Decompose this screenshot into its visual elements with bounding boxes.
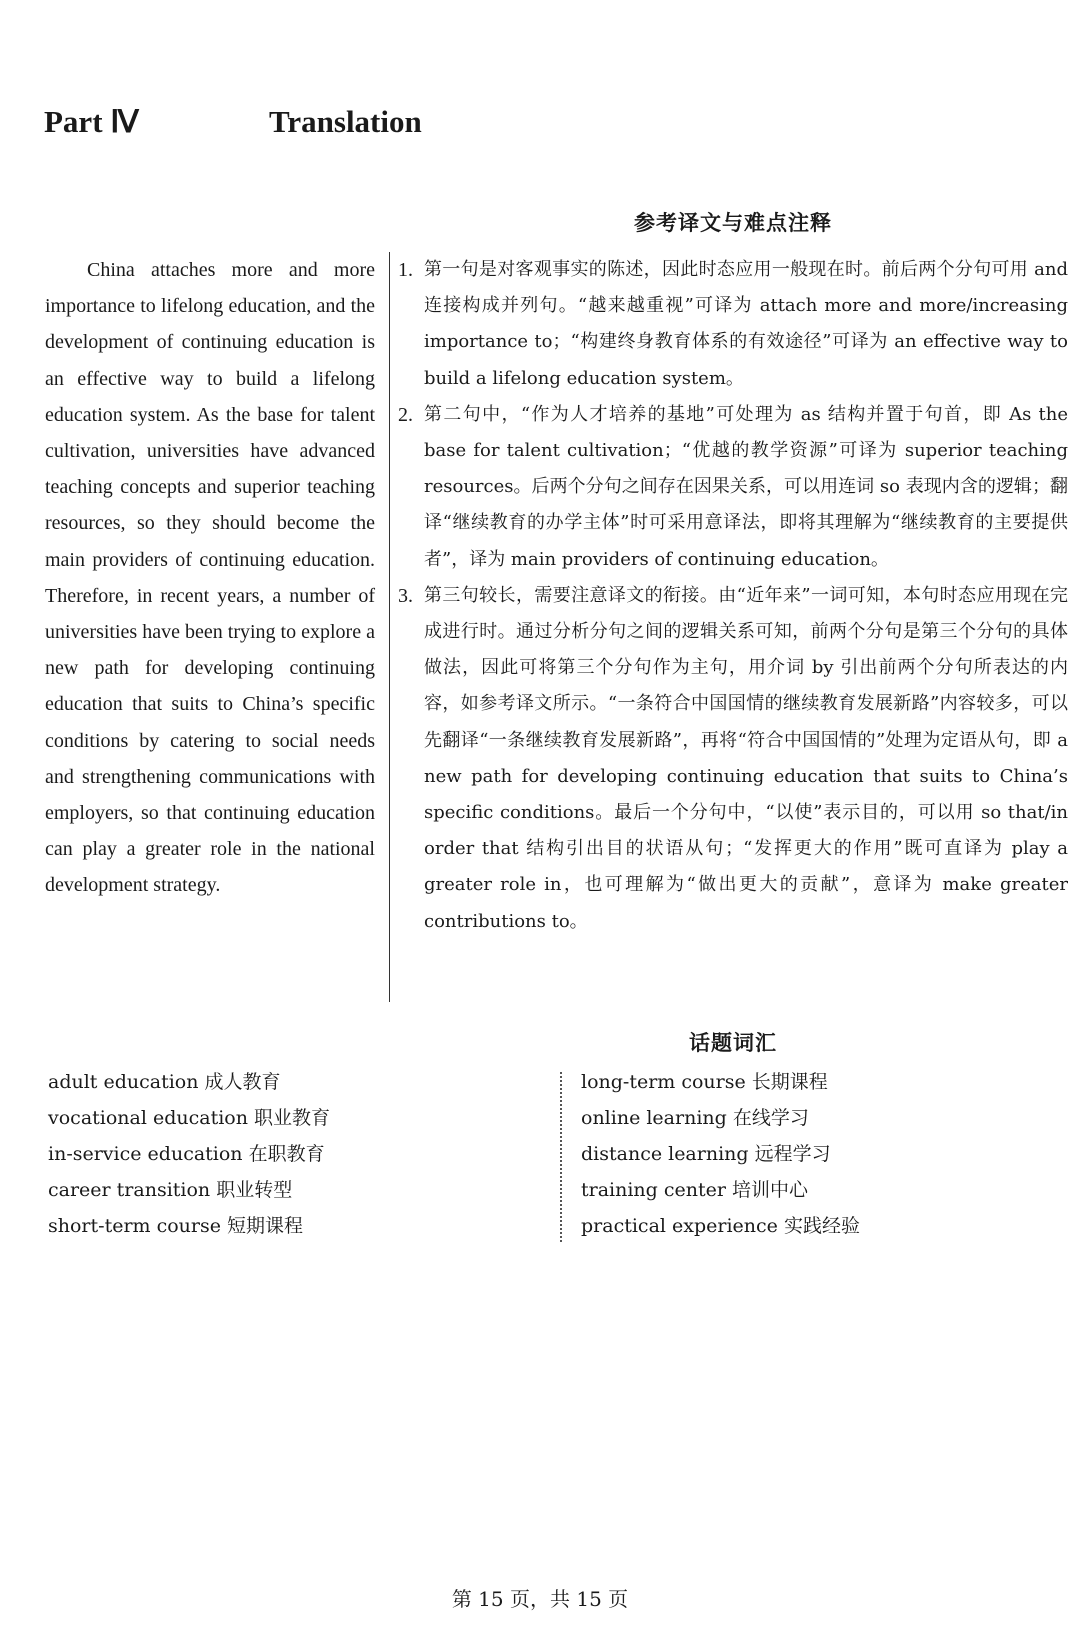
translation-text: China attaches more and more importance to lifelong education, and the development of continuing education is an effective way to build a lifelong education system. As the base for talent cultivation, universities have advanced teaching concepts and superior teaching resources, so they should become the main providers of continuing education. Therefore, in recent years, a number of universities have been trying to explore a new path for developing continuing education that suits to China’s specific conditions by catering to social needs and strengthening communications with employers, so that continuing education can play a greater role in the national development strategy. — [45, 259, 375, 897]
part-label: Part Ⅳ — [44, 104, 139, 139]
note-text: 第一句是对客观事实的陈述，因此时态应用一般现在时。前后两个分句可用 and 连接构成并列句。“越来越重视”可译为 attach more and more/increasing importance to；“构建终身教育体系的有效途径”可译为 an effective way to build a lifelong education system。 — [424, 259, 1068, 389]
vocab-item: career transition 职业转型 — [48, 1179, 293, 1201]
note-item — [398, 252, 1068, 397]
vocab-item: adult education 成人教育 — [48, 1071, 281, 1093]
note-text: 第三句较长，需要注意译文的衔接。由“近年来”一词可知，本句时态应用现在完成进行时。通过分析分句之间的逻辑关系可知，前两个分句是第三个分句的具体做法，因此可将第三个分句作为主句，用介词 by 引出前两个分句所表达的内容，如参考译文所示。“一条符合中国国情的继续教育发展新路”内容较多，可以先翻译“一条继续教育发展新路”，再将“符合中国国情的”处理为定语从句，即 a new path for developing continuing education that suits to China’s specific conditions。最后一个分句中，“以使”表示目的，可以用 so that/in order that 结构引出目的状语从句；“发挥更大的作用”既可直译为 play a greater role in，也可理解为“做出更大的贡献”，意译为 make greater contributions to。 — [424, 584, 1068, 932]
vocab-section-title: 话题词汇 — [689, 1031, 777, 1055]
vocab-list-right — [581, 1064, 860, 1244]
vocab-divider — [560, 1072, 562, 1242]
vocab-item: short-term course 短期课程 — [48, 1215, 304, 1237]
note-number: 3. — [398, 584, 413, 607]
vocab-item: training center 培训中心 — [581, 1179, 808, 1201]
vocabulary-block — [0, 1064, 1080, 1254]
vocab-item: distance learning 远程学习 — [581, 1143, 831, 1165]
page-header — [44, 104, 422, 140]
vocab-list-left — [48, 1064, 330, 1244]
part-title: Translation — [269, 104, 422, 139]
page-footer: 第 15 页，共 15 页 — [451, 1587, 629, 1611]
note-item — [398, 578, 1068, 940]
note-item — [398, 397, 1068, 578]
note-number: 1. — [398, 259, 413, 281]
notes-list — [398, 252, 1068, 940]
note-text: 第二句中，“作为人才培养的基地”可处理为 as 结构并置于句首，即 As the base for talent cultivation；“优越的教学资源”可译为 superior teaching resources。后两个分句之间存在因果关系，可以用连词 so 表现内含的逻辑；翻译“继续教育的办学主体”时可采用意译法，即将其理解为“继续教育的主要提供者”，译为 main providers of continuing education。 — [424, 403, 1068, 570]
vocab-item: practical experience 实践经验 — [581, 1215, 860, 1237]
vocab-item: in-service education 在职教育 — [48, 1143, 325, 1165]
column-divider — [389, 252, 390, 1002]
note-number: 2. — [398, 403, 413, 426]
vocab-item: long-term course 长期课程 — [581, 1071, 828, 1093]
reference-section-title: 参考译文与难点注释 — [634, 211, 832, 235]
vocab-item: online learning 在线学习 — [581, 1107, 809, 1129]
vocab-item: vocational education 职业教育 — [48, 1107, 331, 1129]
